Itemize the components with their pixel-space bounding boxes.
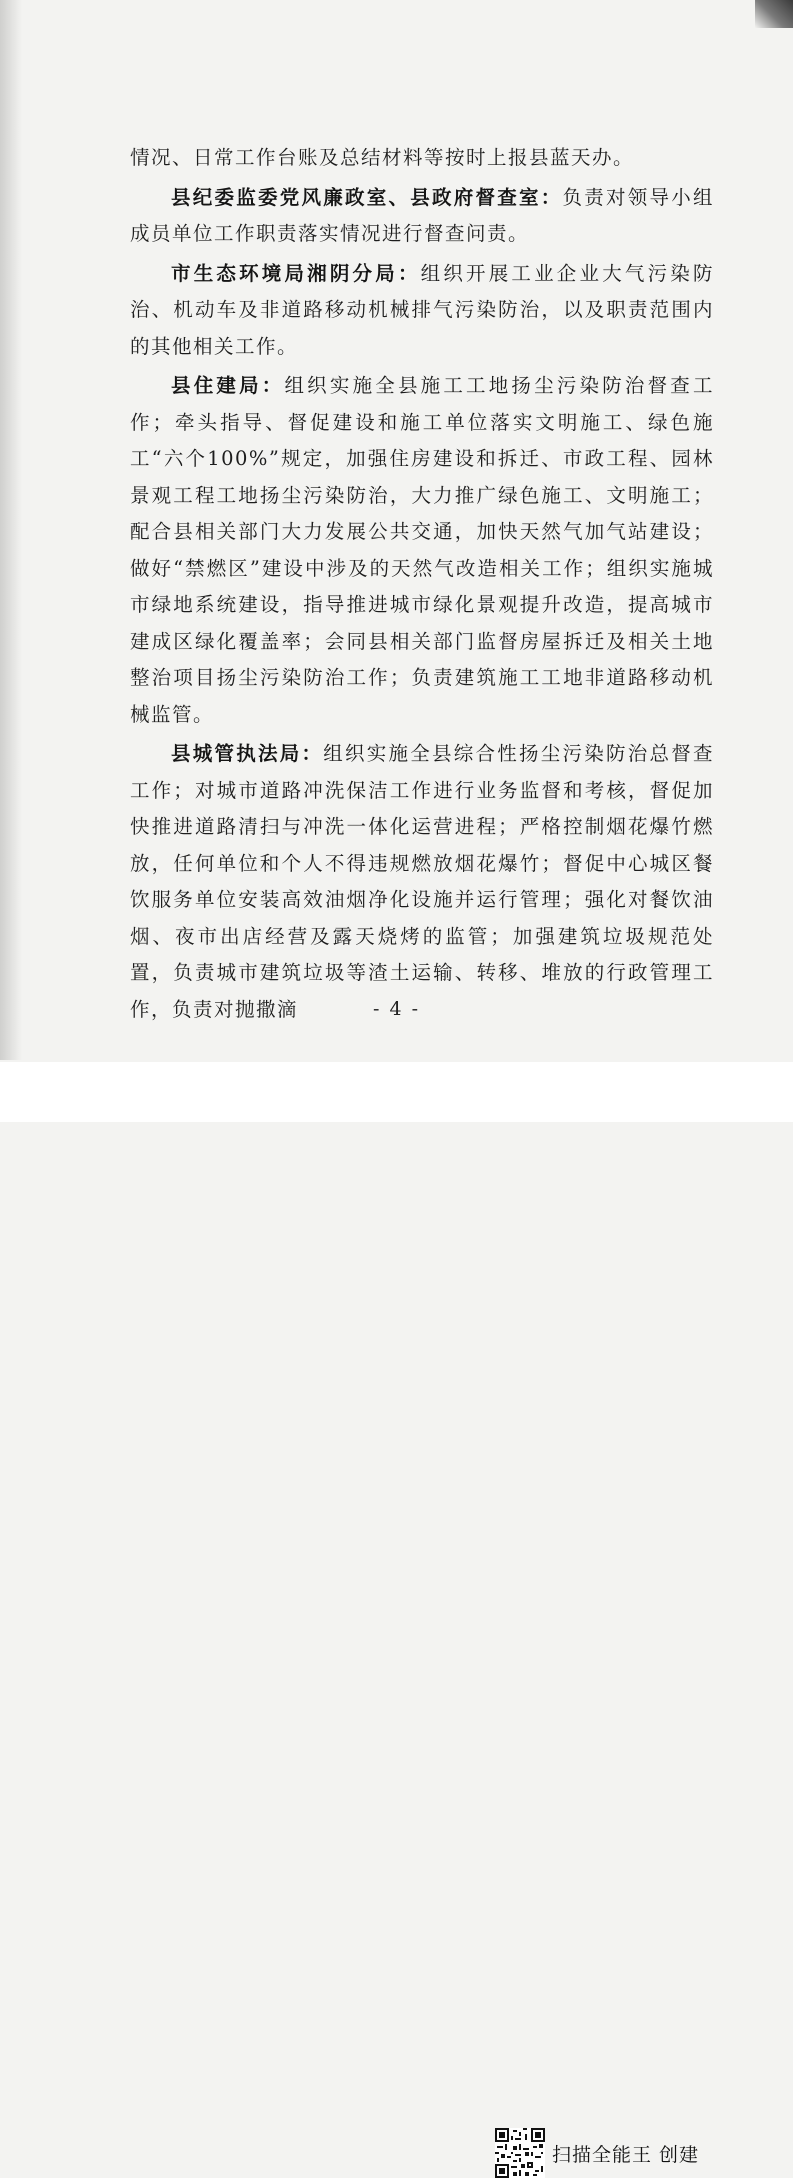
paragraph-text: 组织实施全县综合性扬尘污染防治总督查工作；对城市道路冲洗保洁工作进行业务监督和考核，督促加快推进道路清扫与冲洗一体化运营进程；严格控制烟花爆竹燃放，任何单位和个人不得违规燃放烟花爆竹；督促中心城区餐饮服务单位安装高效油烟净化设施并运行管理；强化对餐饮油烟、夜市出店经营及露天烧烤的监管；加强建筑垃圾规范处置，负责城市建筑垃圾等渣土运输、转移、堆放的行政管理工作，负责对抛撒滴 — [130, 742, 714, 1021]
page-number: - 4 - — [372, 998, 420, 1020]
scanner-watermark — [0, 1062, 793, 2166]
scan-corner-fold — [755, 0, 793, 28]
paragraph-4 — [130, 368, 714, 733]
paragraph-1 — [130, 140, 714, 177]
document-body — [130, 140, 714, 1031]
scan-edge-shadow — [0, 0, 22, 1060]
watermark-label: 扫描全能王 创建 — [552, 2144, 700, 2166]
paragraph-lead: 县纪委监委党风廉政室、县政府督查室： — [171, 185, 563, 209]
paragraph-2 — [130, 180, 714, 253]
paragraph-lead: 县住建局： — [171, 374, 285, 397]
paragraph-text: 负责对领导小组成员单位工作职责落实情况进行督查问责。 — [130, 185, 714, 245]
paragraph-3 — [130, 256, 714, 366]
qr-code-icon — [495, 2128, 545, 2178]
paragraph-text: 组织开展工业企业大气污染防治、机动车及非道路移动机械排气污染防治，以及职责范围内的其他相关工作。 — [130, 261, 714, 358]
paragraph-text: 情况、日常工作台账及总结材料等按时上报县蓝天办。 — [130, 146, 635, 169]
paragraph-text: 组织实施全县施工工地扬尘污染防治督查工作；牵头指导、督促建设和施工单位落实文明施工、绿色施工“六个100%”规定，加强住房建设和拆迁、市政工程、园林景观工程工地扬尘污染防治，大力推广绿色施工、文明施工；配合县相关部门大力发展公共交通，加快天然气加气站建设；做好“禁燃区”建设中涉及的天然气改造相关工作；组织实施城市绿地系统建设，指导推进城市绿化景观提升改造，提高城市建成区绿化覆盖率；会同县相关部门监督房屋拆迁及相关土地整治项目扬尘污染防治工作；负责建筑施工工地非道路移动机械监管。 — [130, 374, 714, 726]
paragraph-lead: 市生态环境局湘阴分局： — [171, 261, 421, 285]
paragraph-lead: 县城管执法局： — [171, 742, 324, 765]
paragraph-5 — [130, 736, 714, 1028]
